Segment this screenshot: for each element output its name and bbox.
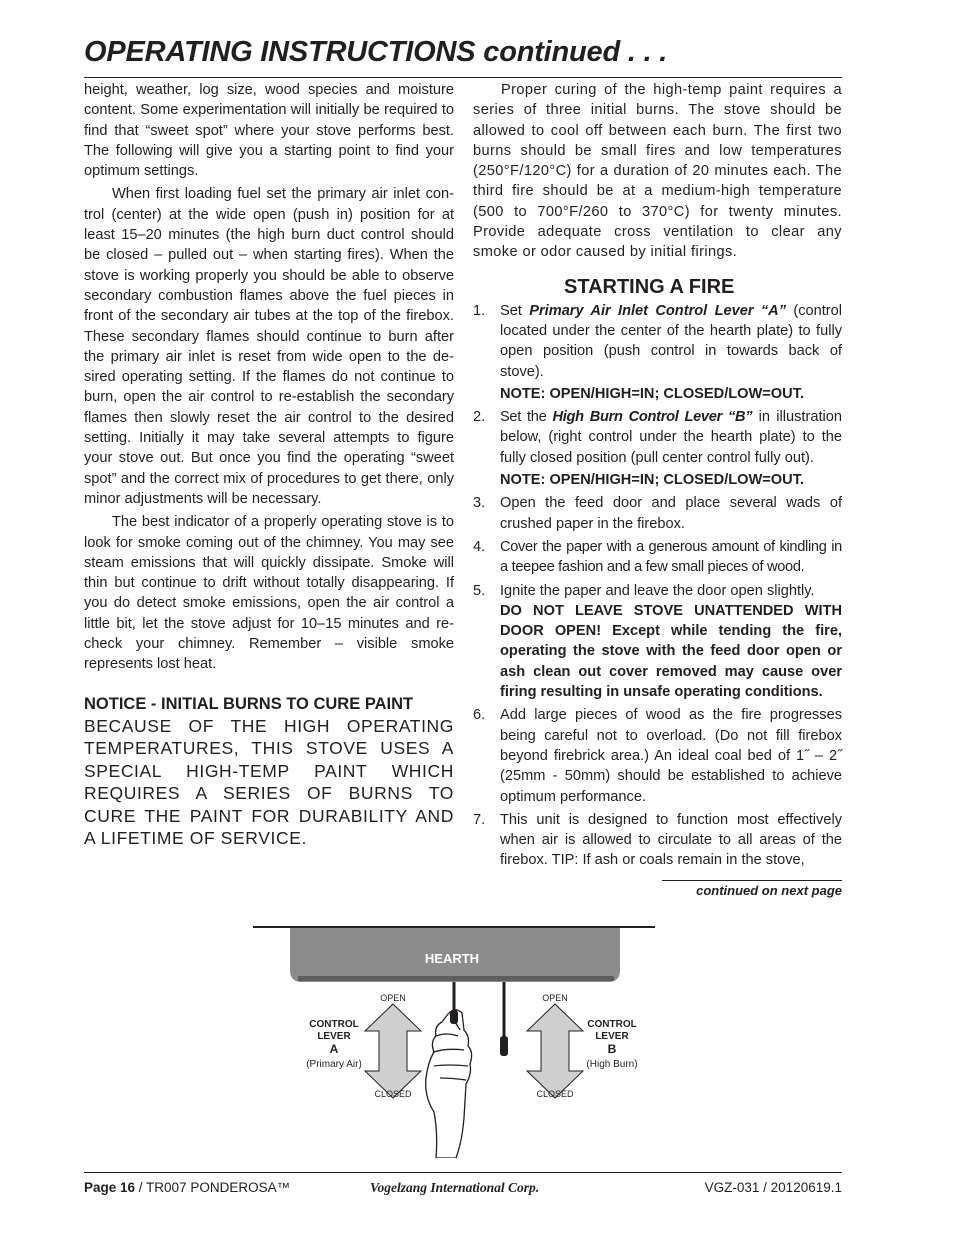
right-column xyxy=(473,80,842,874)
lever-b-letter: B xyxy=(607,1042,617,1056)
document-code: VGZ-031 / 20120619.1 xyxy=(704,1180,842,1195)
step-note: NOTE: OPEN/HIGH=IN; CLOSED/LOW=OUT. xyxy=(500,472,805,489)
lever-a-label-line1: CONTROL xyxy=(309,1019,359,1030)
step-text: Ignite the paper and leave the door open slightly. xyxy=(500,582,815,599)
page-number: Page 16 xyxy=(84,1180,136,1195)
lever-b-reference: High Burn Control Lever “B” xyxy=(552,409,753,426)
step-number: 1. xyxy=(473,302,486,319)
left-column xyxy=(84,80,454,850)
lever-b-label-line2: LEVER xyxy=(595,1031,629,1042)
model-name: / TR007 PONDEROSA™ xyxy=(135,1180,291,1195)
step-number: 3. xyxy=(473,495,486,512)
list-item xyxy=(473,407,842,490)
step-text: Add large pieces of wood as the fire progresses being careful not to overload. (Do not fill firebox beyond firebrick area.) An ideal coal bed of 1˝ – 2˝ (25mm - 50mm) should be established to achieve optimum performance. xyxy=(500,707,842,805)
starting-fire-heading: STARTING A FIRE xyxy=(564,275,735,298)
lever-b-open-label: OPEN xyxy=(542,993,568,1003)
lever-a-knob xyxy=(450,1010,458,1024)
step-text: Cover the paper with a generous amount of kindling in a teepee fashion and a few small pieces of wood. xyxy=(500,538,842,576)
safety-warning: DO NOT LEAVE STOVE UNATTENDED WITH DOOR OPEN! Except while tending the fire, operating the stove with the feed door open or ash clean out cover removed may cause over firing resulting in unsafe operating conditions. xyxy=(500,602,842,701)
hand-icon xyxy=(426,1010,472,1158)
lever-b-closed-label: CLOSED xyxy=(536,1089,574,1099)
lever-b-knob xyxy=(500,1036,508,1056)
step-text: in illustration below, (right control under the hearth plate) to the fully closed position (pull center control fully out). xyxy=(500,409,842,466)
lever-b-description: (High Burn) xyxy=(586,1059,638,1070)
step-number: 5. xyxy=(473,582,486,599)
step-number: 2. xyxy=(473,409,486,426)
lever-a-arrow-icon xyxy=(365,1004,421,1098)
step-text: This unit is designed to function most effectively when air is allowed to circulate to all areas of the firebox. TIP: If ash or coals remain in the stove, xyxy=(500,811,842,869)
list-item xyxy=(473,810,842,871)
hearth-label: HEARTH xyxy=(424,951,480,966)
list-item xyxy=(473,493,842,534)
continued-note: continued on next page xyxy=(696,883,842,898)
lever-a-reference: Primary Air Inlet Control Lever “A” xyxy=(529,302,786,319)
continued-divider xyxy=(662,880,842,881)
list-item xyxy=(473,537,842,578)
step-number: 7. xyxy=(473,811,486,828)
lever-b-label-line1: CONTROL xyxy=(587,1019,637,1030)
loading-fuel-paragraph: When first loading fuel set the primary air inlet con- trol (center) at the wide open (push in) position for at least 15–20 minutes (the high burn duct control should be closed – pulled out – when starting fires). When the stove is working properly you should be able to observe secondary combustion flames above the fuel pieces in front of the secondary air tubes at the top of the firebox. These secondary flames should continue to burn after the primary air inlet is reset from wide open to the de- sired operating setting. If the flames do not continue to burn, open the air control to re-establish the secondary flames then slowly reset the air control to the desired setting. Initially it may take several attempts to figure your stove out. But once you find the operating “sweet spot” and the correct mix of procedures to get there, only minor adjustments will be necessary. xyxy=(84,186,454,507)
step-note: NOTE: OPEN/HIGH=IN; CLOSED/LOW=OUT. xyxy=(500,385,805,402)
company-name: Vogelzang International Corp. xyxy=(370,1180,540,1195)
lever-a-closed-label: CLOSED xyxy=(374,1089,412,1099)
starting-fire-steps xyxy=(473,301,842,871)
footer-divider xyxy=(84,1172,842,1173)
step-text: (control located under the center of the hearth plate) to fully open position (push control in towards back of stove). xyxy=(500,302,843,380)
lever-a-label-line2: LEVER xyxy=(317,1031,351,1042)
step-text: Set the xyxy=(500,409,553,426)
step-number: 4. xyxy=(473,538,486,555)
lever-a-letter: A xyxy=(329,1042,339,1056)
page-title: OPERATING INSTRUCTIONS continued . . . xyxy=(84,36,668,68)
step-number: 6. xyxy=(473,707,486,724)
smoke-indicator-paragraph: The best indicator of a properly operating stove is to look for smoke coming out of the chimney. You may see steam emissions that will quickly dissipate. Smoke will thin but continue to drift without totally disappearing. If you do detect smoke emissions, open the air control a little bit, let the stove adjust for 10–15 minutes and re-check your chimney. Remember – visible smoke represents lost heat. xyxy=(84,514,454,673)
title-divider xyxy=(84,77,842,78)
hearth-plate-edge xyxy=(298,976,614,981)
intro-paragraph: height, weather, log size, wood species and moisture content. Some experimentation will initially be required to find that “sweet spot” where your stove performs best. The following will give you a starting point to find your optimum settings. xyxy=(84,82,454,180)
list-item xyxy=(473,705,842,806)
notice-body: BECAUSE OF THE HIGH OPERATING TEMPERATURES, THIS STOVE USES A SPECIAL HIGH-TEMP PAINT WHICH REQUIRES A SERIES OF BURNS TO CURE THE PAINT FOR DURABILITY AND A LIFETIME OF SERVICE. xyxy=(84,715,454,849)
step-text: Set xyxy=(500,302,530,319)
list-item xyxy=(473,581,842,703)
list-item xyxy=(473,301,842,404)
notice-heading: NOTICE - INITIAL BURNS TO CURE PAINT xyxy=(84,694,414,713)
lever-b-arrow-icon xyxy=(527,1004,583,1098)
paint-curing-paragraph: Proper curing of the high-temp paint requires a series of three initial burns. The stove should be allowed to cool off between each burn. The first two burns should be small fires and low temperatures (250°F/120°C) for a duration of 20 minutes each. The third fire should be at a medium-high temperature (500 to 700°F/260 to 370°C) for twenty minutes. Provide adequate cross ventilation to clear any smoke or odor caused by initial firings. xyxy=(473,82,842,261)
step-text: Open the feed door and place several wads of crushed paper in the firebox. xyxy=(500,495,842,532)
lever-a-description: (Primary Air) xyxy=(306,1059,362,1070)
lever-a-open-label: OPEN xyxy=(380,993,406,1003)
hearth-control-diagram xyxy=(250,918,660,1158)
footer-page-info xyxy=(84,1180,290,1195)
